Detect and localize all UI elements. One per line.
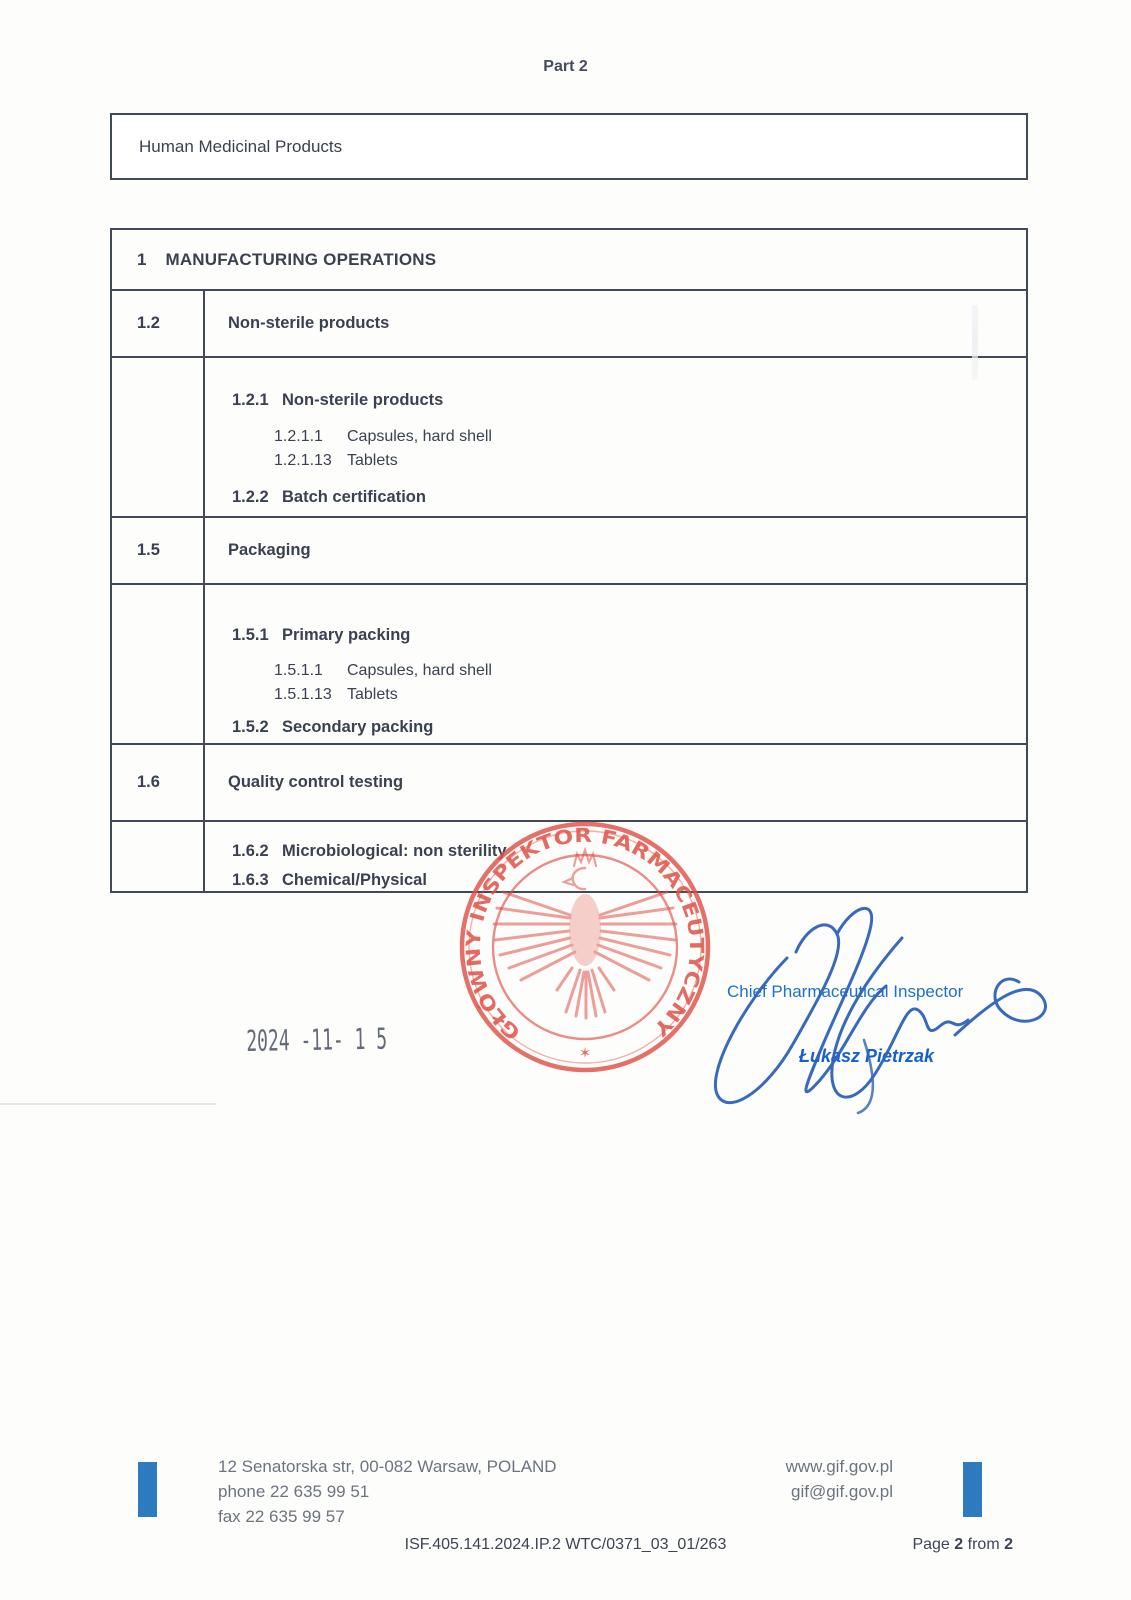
footer-address-line: 12 Senatorska str, 00-082 Warsaw, POLAND	[218, 1457, 557, 1476]
date-stamp: 2024 -11- 1 5	[246, 1021, 388, 1058]
product-category-box	[110, 113, 1028, 180]
footer-accent-bar-left	[138, 1462, 157, 1517]
signer-name: Łukasz Pietrzak	[799, 1046, 935, 1066]
stamp-ornament: ✶	[578, 1045, 592, 1062]
operation-subitem: 1.5.1.13 Tablets	[274, 686, 398, 703]
product-category-label: Human Medicinal Products	[139, 136, 343, 156]
signature-ink	[680, 890, 1070, 1120]
scan-artifact-speck	[972, 305, 978, 380]
operation-item: 1.6.3 Chemical/Physical	[232, 871, 427, 889]
table-row-1-2-details	[112, 358, 1026, 518]
table-header-row	[112, 230, 1026, 291]
signer-role-label: Chief Pharmaceutical Inspector	[727, 982, 964, 1001]
table-header-number: 1	[137, 249, 147, 269]
table-row-1-6-details	[112, 822, 1026, 891]
footer-address-block	[218, 1454, 557, 1529]
scan-artifact-line	[0, 1103, 216, 1105]
stamp-ring-text: GŁÓWNY INSPEKTOR FARMACEUTYCZNY	[461, 823, 709, 1045]
table-row-1-6	[112, 745, 1026, 822]
section-code: 1.2	[112, 291, 205, 356]
footer-contact-block	[640, 1454, 893, 1504]
operation-subitem: 1.2.1.1 Capsules, hard shell	[274, 428, 492, 445]
part-title: Part 2	[543, 58, 588, 75]
operation-subitem: 1.2.1.13 Tablets	[274, 452, 398, 469]
manufacturing-operations-table	[110, 228, 1028, 893]
footer-email: gif@gif.gov.pl	[791, 1482, 893, 1501]
operation-item: 1.2.2 Batch certification	[232, 488, 426, 506]
footer-phone: phone 22 635 99 51	[218, 1482, 370, 1501]
table-header-title: MANUFACTURING OPERATIONS	[165, 249, 437, 269]
table-row-1-5	[112, 518, 1026, 585]
operation-item: 1.6.2 Microbiological: non sterility	[232, 842, 507, 860]
section-title: Packaging	[228, 541, 311, 559]
operation-item: 1.5.1 Primary packing	[232, 626, 411, 644]
section-code: 1.6	[112, 745, 205, 820]
footer-accent-bar-right	[963, 1462, 982, 1517]
table-row-1-5-details	[112, 585, 1026, 745]
section-code: 1.5	[112, 518, 205, 583]
operation-subitem: 1.5.1.1 Capsules, hard shell	[274, 662, 492, 679]
section-title: Non-sterile products	[228, 314, 390, 332]
table-row-1-2	[112, 291, 1026, 358]
footer-fax: fax 22 635 99 57	[218, 1507, 345, 1526]
operation-item: 1.5.2 Secondary packing	[232, 718, 434, 736]
operation-item: 1.2.1 Non-sterile products	[232, 391, 444, 409]
document-reference: ISF.405.141.2024.IP.2 WTC/0371_03_01/263	[404, 1536, 727, 1553]
footer-website: www.gif.gov.pl	[785, 1457, 893, 1476]
page-number: Page 2 from 2	[912, 1536, 1013, 1553]
section-title: Quality control testing	[228, 773, 404, 791]
